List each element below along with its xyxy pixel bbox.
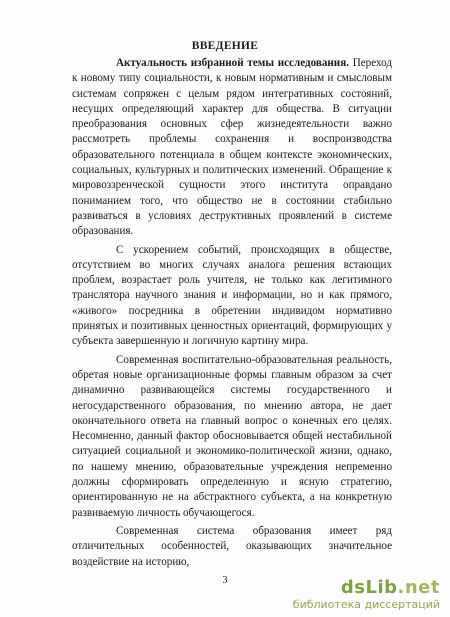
paragraph <box>72 353 392 521</box>
watermark-tagline: библиотека диссертаций <box>292 598 440 611</box>
paragraph-text: Современная система образования имеет ряд отличительных особенностей, оказывающих значительное воздействие на историю, <box>72 524 392 568</box>
watermark-brand-main: dsLib <box>340 577 398 598</box>
paragraph <box>72 56 392 240</box>
watermark-logo <box>293 578 440 598</box>
watermark-brand-accent: .net <box>397 577 440 598</box>
paragraph-text: Современная воспитательно-образовательная реальность, обретая новые организационные формы главным образом за счет динамично развивающейся системы государственного и негосударственного образования, по мнению автора, не дает окончательного ответа на главный вопрос о конечных его целях. Несомненно, данный фактор обосновывается общей нестабильной ситуацией социальной и экономико-политической жизни, однако, по нашему мнению, образовательные учреждения непременно должны сформировать определенную и ясную стратегию, ориентированную не на абстрактного субъекта, а на конкретную развиваемую личность обучающегося. <box>72 353 392 519</box>
body-text <box>72 56 392 573</box>
paragraph <box>72 243 392 350</box>
paragraph-text: С ускорением событий, происходящих в обществе, отсутствием во многих случаях аналога решения встающих проблем, возрастает роль учителя, не только как легитимного транслятора научного знания и информации, но и как прямого, «живого» посредника в обретении индивидом нормативно принятых и позитивных ценностных ориентаций, формирующих у субъекта завершенную и логичную картину мира. <box>72 243 392 348</box>
watermark <box>293 578 440 611</box>
paragraph-text: Переход к новому типу социальности, к новым нормативным и смысловым системам сопряжен с целым рядом интегративных состояний, несущих определяющий характер для общества. В ситуации преобразования основных сфер жизнедеятельности важно рассмотреть проблемы сохранения и воспроизводства образовательного потенциала в общем контексте экономических, социальных, культурных и политических изменений. Обращение к мировоззренческой сущности этого института оправдано пониманием того, что общество не в состоянии стабильно развиваться в условиях деструктивных проявлений в системе образования. <box>72 57 392 238</box>
paragraph <box>72 524 392 570</box>
page-heading: ВВЕДЕНИЕ <box>191 40 259 52</box>
page-number: 3 <box>222 575 228 586</box>
paragraph-lead: Актуальность избранной темы исследования. <box>116 57 349 69</box>
